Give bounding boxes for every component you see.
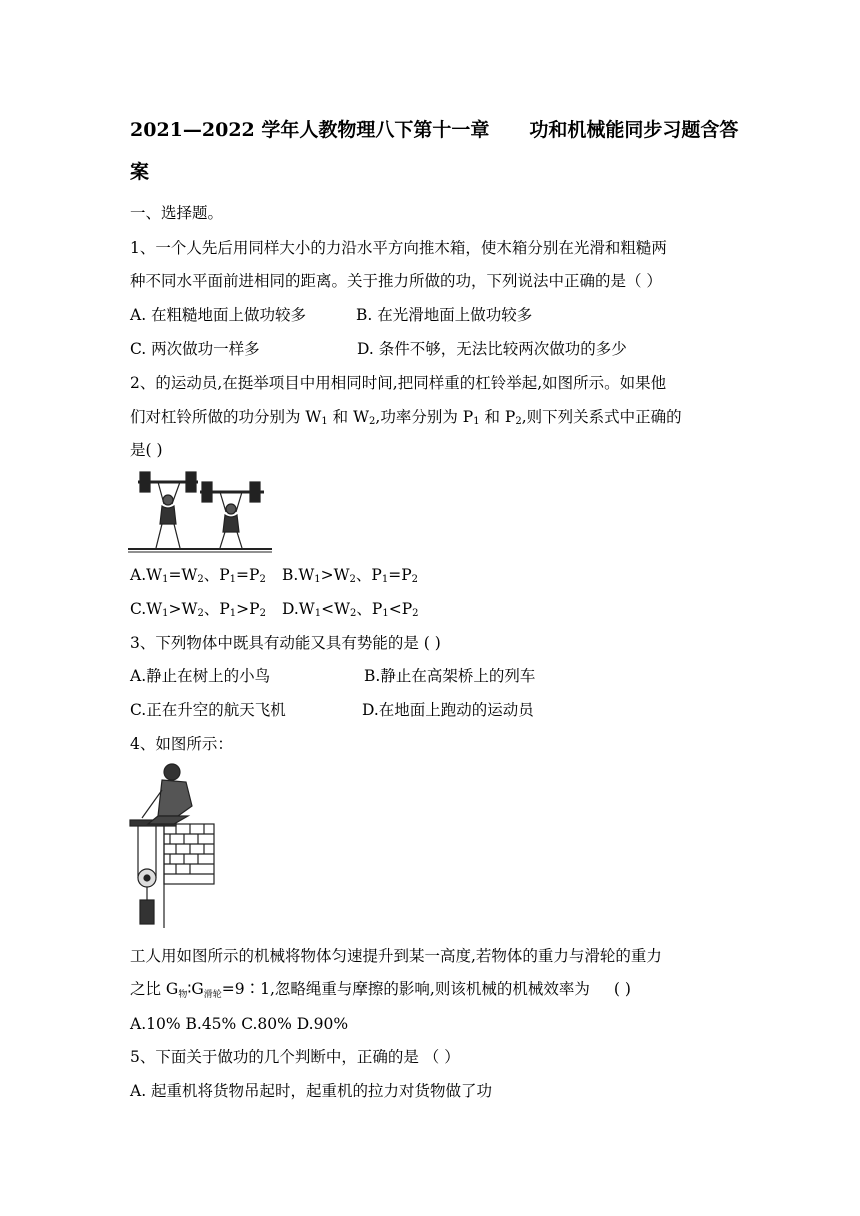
q1-options-ab	[130, 305, 532, 325]
q2-text: 和 W	[327, 408, 370, 426]
q5-stem: 5、下面关于做功的几个判断中，正确的是 （ ）	[130, 1048, 460, 1066]
subscript: 2	[197, 608, 204, 619]
q2-option-d-text: <P	[388, 600, 413, 618]
q3-options-cd	[130, 700, 534, 720]
q2-option-a-text: =W	[168, 566, 198, 584]
q2-option-a	[130, 565, 282, 590]
q2-option-a-text: A.W	[130, 566, 163, 584]
q2-stem-line2	[130, 407, 682, 432]
section-heading: 一、选择题。	[130, 204, 224, 222]
q3-option-c: C.正在升空的航天飞机	[130, 701, 286, 719]
q1-option-a: A. 在粗糙地面上做功较多	[130, 306, 307, 324]
q2-option-b	[282, 565, 418, 590]
q2-option-d-text: <W	[321, 600, 351, 618]
q3-options-ab	[130, 666, 535, 686]
subscript: 2	[259, 574, 266, 585]
q2-option-b-text: 、P	[355, 566, 382, 584]
q1-option-d: D. 条件不够，无法比较两次做功的多少	[357, 340, 627, 358]
q2-option-a-text: 、P	[203, 566, 230, 584]
subscript: 2	[259, 608, 266, 619]
q2-option-c-text: C.W	[130, 600, 163, 618]
q1-option-b: B. 在光滑地面上做功较多	[356, 306, 533, 324]
q2-option-b-text: =P	[388, 566, 412, 584]
subscript: 2	[349, 574, 356, 585]
document-title	[130, 118, 738, 142]
q2-text: ,则下列关系式中正确的	[521, 408, 682, 426]
subscript: 1	[162, 608, 169, 619]
q2-option-c-text: >P	[236, 600, 260, 618]
title-part-2: 功和机械能同步习题含答	[529, 119, 739, 141]
subscript: 1	[314, 608, 322, 619]
subscript: 1	[381, 574, 389, 585]
q4-options: A.10% B.45% C.80% D.90%	[130, 1015, 349, 1033]
subscript: 2	[412, 608, 419, 619]
q2-option-c-text: >W	[168, 600, 198, 618]
worker-pulley-figure	[128, 760, 218, 928]
q5-option-a: A. 起重机将货物吊起时，起重机的拉力对货物做了功	[130, 1082, 493, 1100]
subscript: 1	[229, 608, 237, 619]
subscript: 2	[369, 416, 376, 427]
subscript: 2	[350, 608, 357, 619]
q4-body-line2	[130, 979, 631, 1005]
q4-answer-blank: ( )	[613, 980, 631, 998]
q4-text: =9∶1,忽略绳重与摩擦的影响,则该机械的机械效率为	[221, 980, 590, 998]
q1-stem-line1: 1、一个人先后用同样大小的力沿水平方向推木箱，使木箱分别在光滑和粗糙两	[130, 239, 667, 257]
q3-option-a: A.静止在树上的小鸟	[130, 667, 271, 685]
q2-text: ,功率分别为 P	[375, 408, 474, 426]
subscript: 2	[197, 574, 204, 585]
q2-options-cd	[130, 599, 419, 624]
q2-option-b-text: B.W	[282, 566, 315, 584]
q4-text: 之比 G	[130, 980, 179, 998]
q2-text: 和 P	[479, 408, 516, 426]
q2-option-c	[130, 599, 282, 624]
subscript: 物	[178, 990, 188, 1000]
q2-option-c-text: 、P	[203, 600, 230, 618]
q1-option-c: C. 两次做功一样多	[130, 340, 260, 358]
q1-stem-line2: 种不同水平面前进相同的距离。关于推力所做的功，下列说法中正确的是（ ）	[130, 272, 662, 290]
subscript: 2	[515, 416, 522, 427]
q2-option-d-text: D.W	[282, 600, 315, 618]
q2-option-d-text: 、P	[356, 600, 383, 618]
q3-option-d: D.在地面上跑动的运动员	[362, 701, 534, 719]
document-title-continued: 案	[130, 161, 150, 183]
subscript: 1	[162, 574, 169, 585]
q2-option-a-text: =P	[236, 566, 260, 584]
q4-body-line1: 工人用如图所示的机械将物体匀速提升到某一高度,若物体的重力与滑轮的重力	[130, 947, 662, 965]
weightlifters-figure	[128, 462, 274, 554]
subscript: 1	[473, 416, 480, 427]
q2-stem-line3: 是( )	[130, 441, 163, 459]
q1-options-cd	[130, 339, 627, 359]
subscript: 1	[321, 416, 328, 427]
q4-stem: 4、如图所示：	[130, 735, 233, 753]
q2-option-d	[282, 599, 419, 624]
q3-stem: 3、下列物体中既具有动能又具有势能的是 ( )	[130, 634, 441, 652]
q4-text: ∶G	[187, 980, 204, 998]
title-part-1: 2021—2022 学年人教物理八下第十一章	[130, 119, 490, 141]
subscript: 2	[411, 574, 419, 585]
subscript: 1	[229, 574, 237, 585]
q2-option-b-text: >W	[320, 566, 350, 584]
subscript: 1	[314, 574, 321, 585]
q2-text: 们对杠铃所做的功分别为 W	[130, 408, 322, 426]
q2-options-ab	[130, 565, 418, 590]
subscript: 滑轮	[203, 990, 222, 1000]
subscript: 1	[382, 608, 389, 619]
q3-option-b: B.静止在高架桥上的列车	[364, 667, 536, 685]
q2-stem-line1: 2、的运动员,在挺举项目中用相同时间,把同样重的杠铃举起,如图所示。如果他	[130, 374, 667, 392]
